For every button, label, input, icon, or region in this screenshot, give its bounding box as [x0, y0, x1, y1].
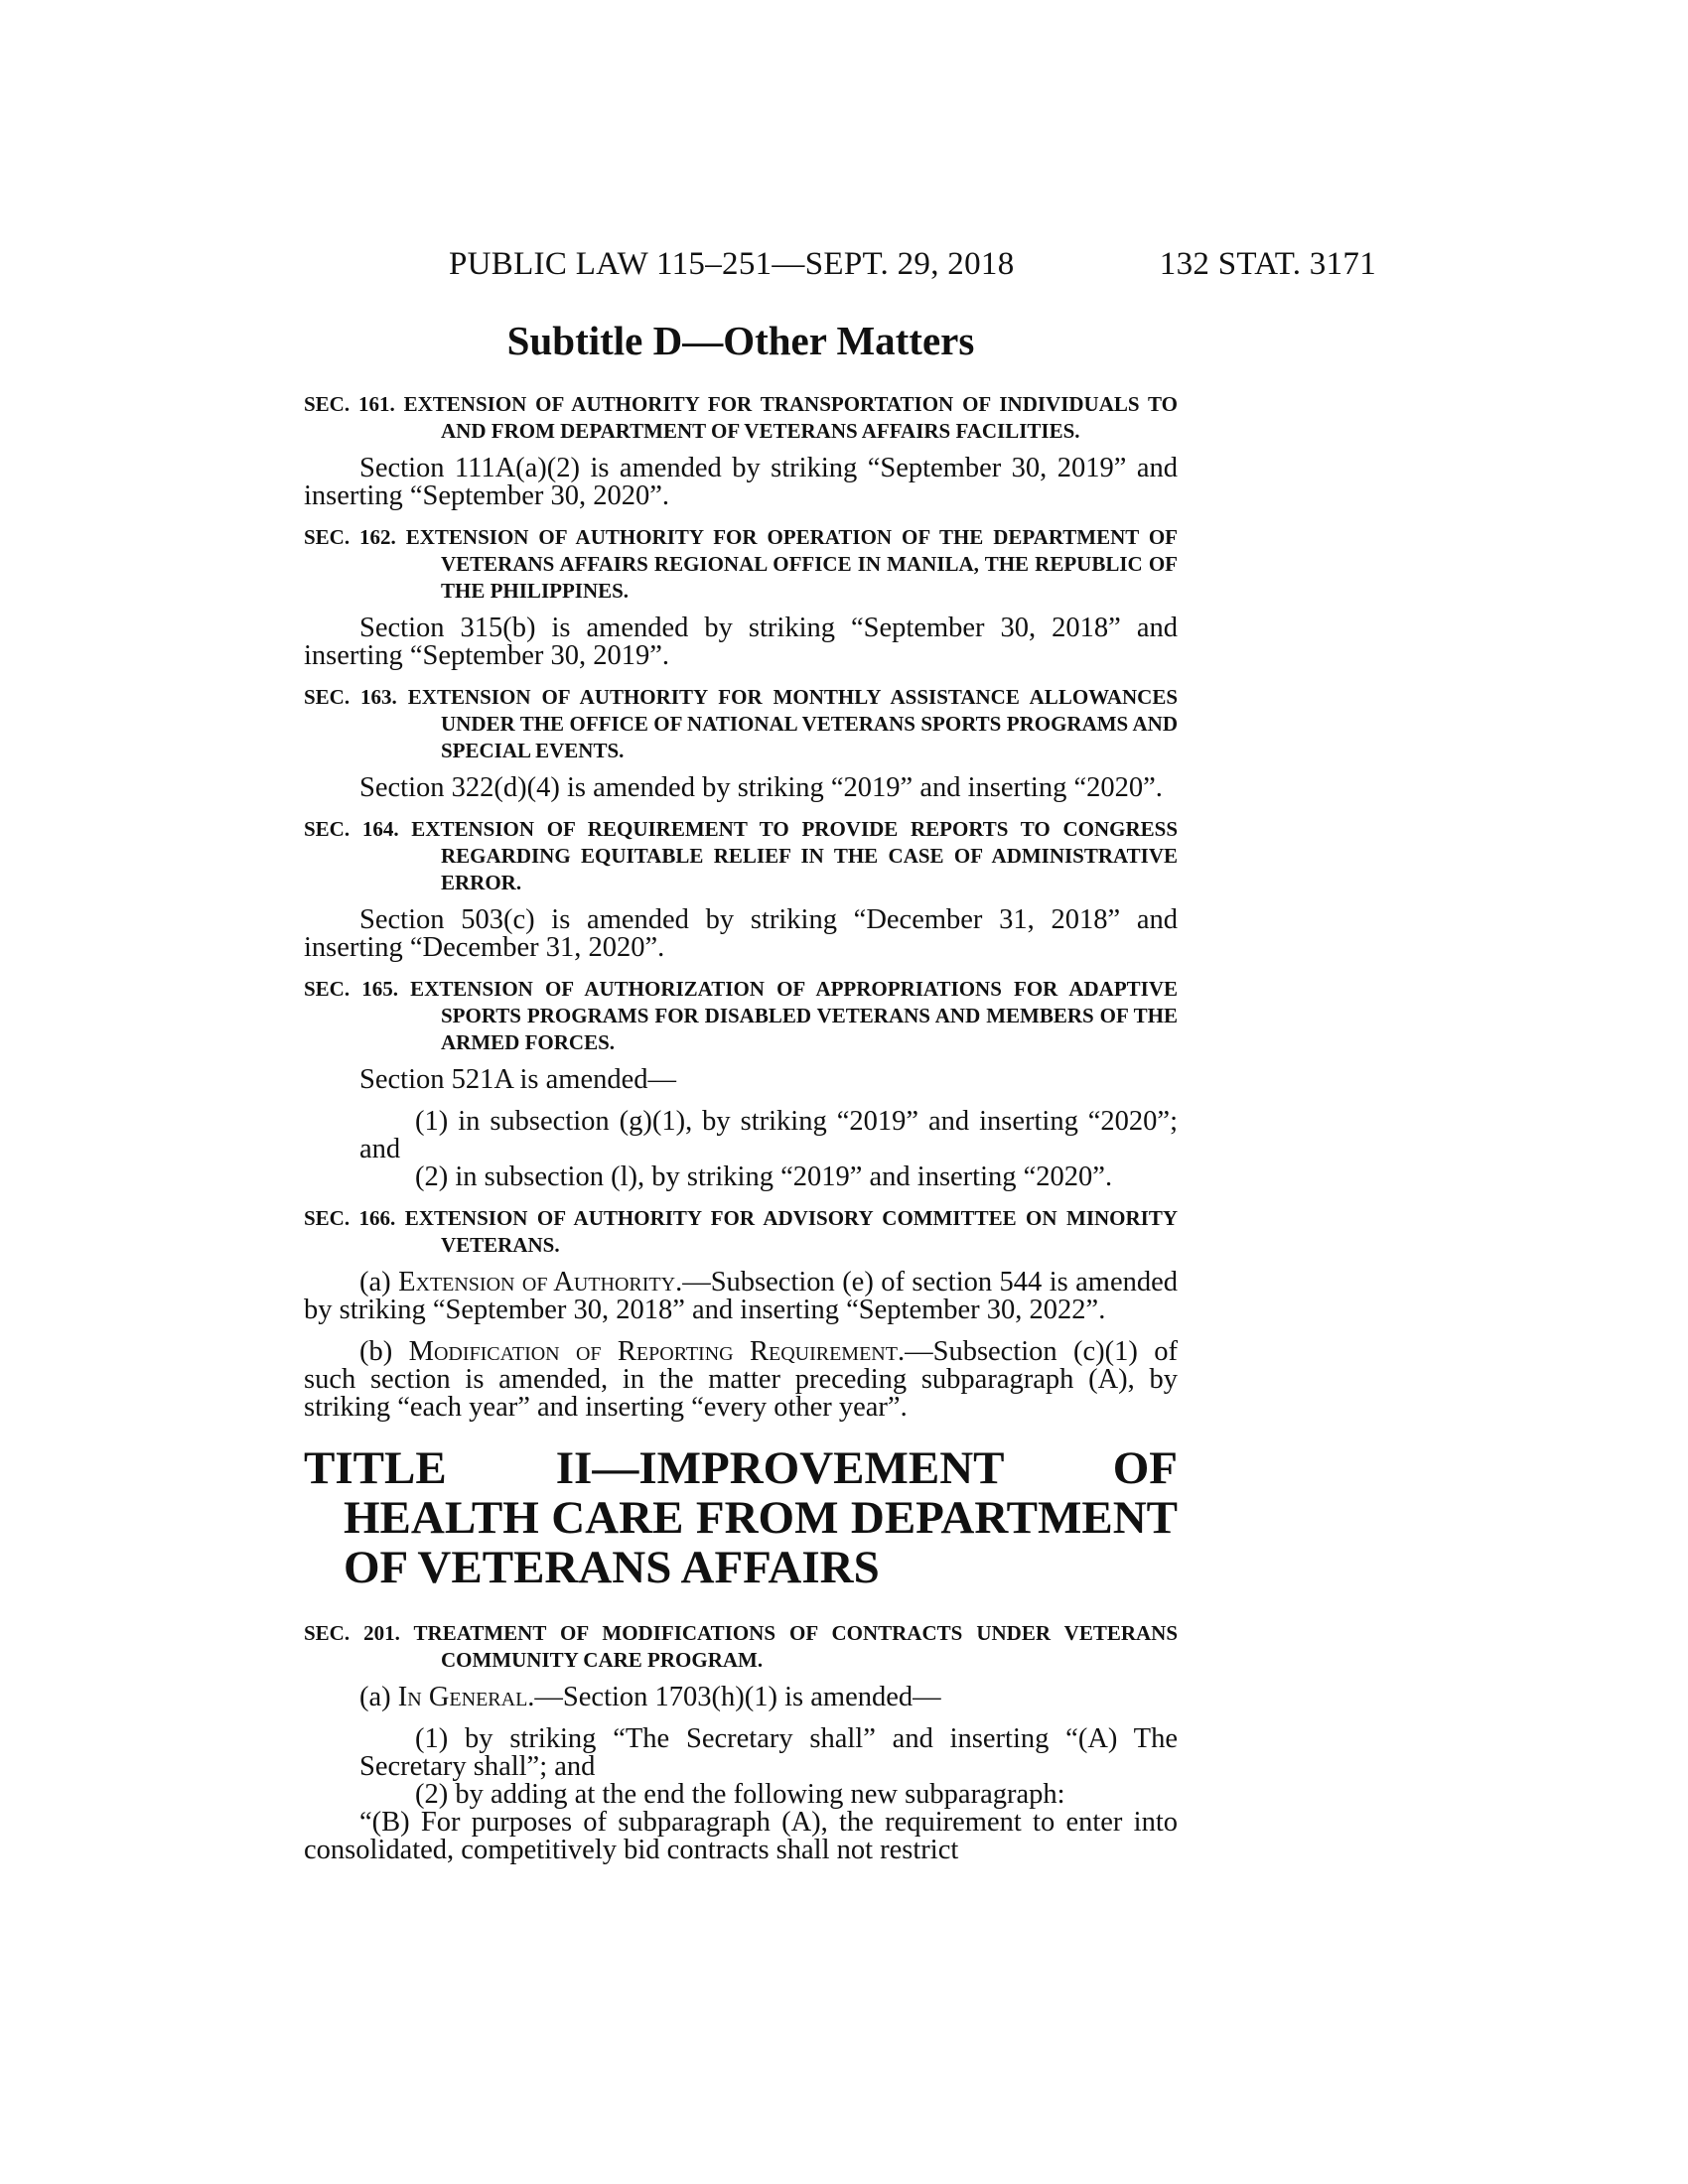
section-heading [304, 391, 1178, 445]
section-161 [304, 391, 1178, 510]
section-heading [304, 684, 1178, 764]
paragraph-label: (a) [359, 1682, 391, 1712]
section-text: Section 503(c) is amended by striking “December 31, 2018” and inserting “December 31, 2020”. [304, 904, 1178, 963]
running-header [304, 242, 1376, 286]
section-heading [304, 524, 1178, 605]
statute-page: 132 STAT. 3171 [1159, 246, 1376, 282]
section-number: SEC. 201. [304, 1621, 400, 1645]
quoted-subparagraph: “(B) For purposes of subparagraph (A), the requirement to enter into consolidated, competitively bid contracts shall not restrict [304, 1807, 1178, 1865]
page-body [304, 391, 1178, 1864]
section-title: EXTENSION OF AUTHORITY FOR TRANSPORTATION OF INDIVIDUALS TO AND FROM DEPARTMENT OF VETERANS AFFAIRS FACILITIES. [403, 392, 1179, 443]
section-title: EXTENSION OF AUTHORITY FOR MONTHLY ASSISTANCE ALLOWANCES UNDER THE OFFICE OF NATIONAL VETERANS SPORTS PROGRAMS AND SPECIAL EVENTS. [407, 685, 1179, 762]
section-number: SEC. 161. [304, 392, 395, 416]
section-heading [304, 816, 1178, 896]
subtitle-heading: Subtitle D—Other Matters [506, 318, 975, 363]
section-164 [304, 816, 1178, 962]
section-number: SEC. 162. [304, 525, 396, 549]
section-paragraph [304, 1684, 1178, 1711]
section-number: SEC. 165. [304, 977, 398, 1001]
section-title: EXTENSION OF AUTHORITY FOR ADVISORY COMMITTEE ON MINORITY VETERANS. [404, 1206, 1178, 1257]
section-paragraph [304, 1338, 1178, 1422]
paragraph-text: .—Section 1703(h)(1) is amended— [527, 1682, 941, 1712]
section-item: (2) by adding at the end the following new subparagraph: [415, 1779, 1065, 1810]
section-165 [304, 976, 1178, 1191]
section-number: SEC. 163. [304, 685, 397, 709]
public-law-citation: PUBLIC LAW 115–251—SEPT. 29, 2018 [449, 246, 1015, 282]
section-text: Section 111A(a)(2) is amended by striking “September 30, 2019” and inserting “September 30, 2020”. [304, 453, 1178, 511]
section-paragraph [304, 1269, 1178, 1324]
section-201 [304, 1620, 1178, 1864]
section-163 [304, 684, 1178, 802]
title-ii-heading: TITLE II—IMPROVEMENT OF HEALTH CARE FROM DEPARTMENT OF VETERANS AFFAIRS [304, 1442, 1178, 1593]
paragraph-label: (a) [359, 1267, 391, 1297]
section-intro: Section 521A is amended— [359, 1064, 676, 1095]
section-item: (1) by striking “The Secretary shall” and inserting “(A) The Secretary shall”; and [359, 1723, 1178, 1782]
section-title: TREATMENT OF MODIFICATIONS OF CONTRACTS UNDER VETERANS COMMUNITY CARE PROGRAM. [413, 1621, 1179, 1672]
section-heading [304, 976, 1178, 1056]
section-number: SEC. 166. [304, 1206, 396, 1230]
section-title: EXTENSION OF AUTHORITY FOR OPERATION OF THE DEPARTMENT OF VETERANS AFFAIRS REGIONAL OFFICE IN MANILA, THE REPUBLIC OF THE PHILIPPINES. [405, 525, 1178, 603]
section-number: SEC. 164. [304, 817, 399, 841]
section-heading [304, 1205, 1178, 1259]
section-text: Section 315(b) is amended by striking “September 30, 2018” and inserting “September 30, 2019”. [304, 613, 1178, 671]
section-166 [304, 1205, 1178, 1422]
paragraph-caption: In General [397, 1682, 528, 1712]
paragraph-label: (b) [359, 1336, 393, 1367]
paragraph-caption: Extension of Authority [398, 1267, 676, 1297]
section-heading [304, 1620, 1178, 1674]
section-title: EXTENSION OF REQUIREMENT TO PROVIDE REPORTS TO CONGRESS REGARDING EQUITABLE RELIEF IN THE CASE OF ADMINISTRATIVE ERROR. [411, 817, 1178, 894]
section-item: (1) in subsection (g)(1), by striking “2019” and inserting “2020”; and [359, 1106, 1178, 1164]
section-text: Section 322(d)(4) is amended by striking “2019” and inserting “2020”. [359, 772, 1163, 803]
section-item: (2) in subsection (l), by striking “2019” and inserting “2020”. [415, 1161, 1113, 1192]
section-162 [304, 524, 1178, 670]
paragraph-text: .—Subsection (e) of section 544 is amended by striking “September 30, 2018” and inserting “September 30, 2022”. [304, 1267, 1178, 1325]
paragraph-caption: Modification of Reporting Requirement [408, 1336, 898, 1367]
paragraph-text: .—Subsection (c)(1) of such section is amended, in the matter preceding subparagraph (A), by striking “each year” and inserting “every other year”. [304, 1336, 1179, 1423]
section-title: EXTENSION OF AUTHORIZATION OF APPROPRIATIONS FOR ADAPTIVE SPORTS PROGRAMS FOR DISABLED VETERANS AND MEMBERS OF THE ARMED FORCES. [410, 977, 1178, 1054]
